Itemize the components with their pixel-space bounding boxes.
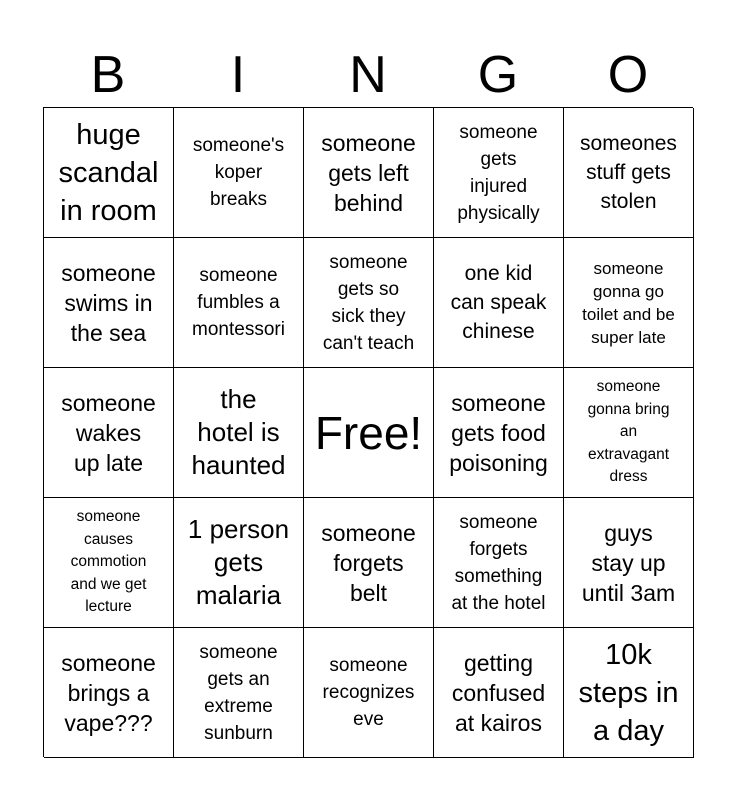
header-letter-i: I [230, 46, 246, 104]
cell-text: someone forgets something at the hotel [451, 511, 546, 614]
cell-text: someone gets an extreme sunburn [199, 641, 278, 744]
cell-text: one kid can speak chinese [450, 262, 547, 343]
cell-text: someone fumbles a montessori [192, 265, 285, 340]
bingo-board [43, 107, 693, 757]
cell-text: someone recognizes eve [322, 655, 415, 730]
free-space-label: Free! [314, 406, 423, 459]
bingo-header [43, 43, 693, 107]
bingo-cell-r2c1[interactable] [44, 238, 174, 368]
cell-text: someone wakes up late [61, 389, 156, 476]
bingo-cell-free[interactable] [304, 368, 434, 498]
bingo-cell-r1c5[interactable] [564, 108, 694, 238]
cell-text: someone gets so sick they can't teach [322, 251, 415, 354]
bingo-cell-r2c3[interactable] [304, 238, 434, 368]
cell-text: someone swims in the sea [61, 259, 156, 346]
bingo-cell-r3c5[interactable] [564, 368, 694, 498]
cell-text: someones stuff gets stolen [580, 132, 677, 213]
bingo-cell-r3c1[interactable] [44, 368, 174, 498]
bingo-cell-r4c1[interactable] [44, 498, 174, 628]
header-letter-n: N [349, 46, 387, 104]
bingo-cell-r3c4[interactable] [434, 368, 564, 498]
bingo-cell-r4c2[interactable] [174, 498, 304, 628]
cell-text: someone gets food poisoning [449, 389, 548, 476]
bingo-cell-r4c4[interactable] [434, 498, 564, 628]
cell-text: someone causes commotion and we get lecture [70, 508, 147, 616]
cell-text: someone forgets belt [321, 519, 416, 606]
bingo-cell-r1c2[interactable] [174, 108, 304, 238]
bingo-cell-r4c3[interactable] [304, 498, 434, 628]
bingo-cell-r3c2[interactable] [174, 368, 304, 498]
bingo-cell-r5c5[interactable] [564, 628, 694, 758]
bingo-cell-r2c2[interactable] [174, 238, 304, 368]
cell-text: someone brings a vape??? [61, 649, 156, 736]
bingo-cell-r2c5[interactable] [564, 238, 694, 368]
cell-text: someone gets left behind [321, 129, 416, 216]
cell-text: someone gets injured physically [457, 121, 540, 224]
header-letter-o: O [607, 46, 649, 104]
bingo-cell-r1c4[interactable] [434, 108, 564, 238]
cell-text: someone gonna bring an extravagant dress [587, 378, 670, 486]
bingo-cell-r1c1[interactable] [44, 108, 174, 238]
bingo-cell-r4c5[interactable] [564, 498, 694, 628]
bingo-cell-r5c1[interactable] [44, 628, 174, 758]
cell-text: someone gonna go toilet and be super late [582, 258, 675, 347]
cell-text: someone's koper breaks [192, 135, 285, 210]
bingo-cell-r1c3[interactable] [304, 108, 434, 238]
cell-text: 1 person gets malaria [187, 514, 290, 610]
cell-text: the hotel is haunted [191, 384, 286, 480]
bingo-cell-r5c4[interactable] [434, 628, 564, 758]
bingo-cell-r5c2[interactable] [174, 628, 304, 758]
cell-text: getting confused at kairos [451, 649, 546, 736]
cell-text: guys stay up until 3am [581, 519, 676, 606]
header-letter-b: B [90, 46, 126, 104]
cell-text: 10k steps in a day [578, 638, 679, 747]
header-letter-g: G [477, 46, 519, 104]
bingo-cell-r5c3[interactable] [304, 628, 434, 758]
cell-text: huge scandal in room [58, 118, 159, 227]
bingo-cell-r2c4[interactable] [434, 238, 564, 368]
